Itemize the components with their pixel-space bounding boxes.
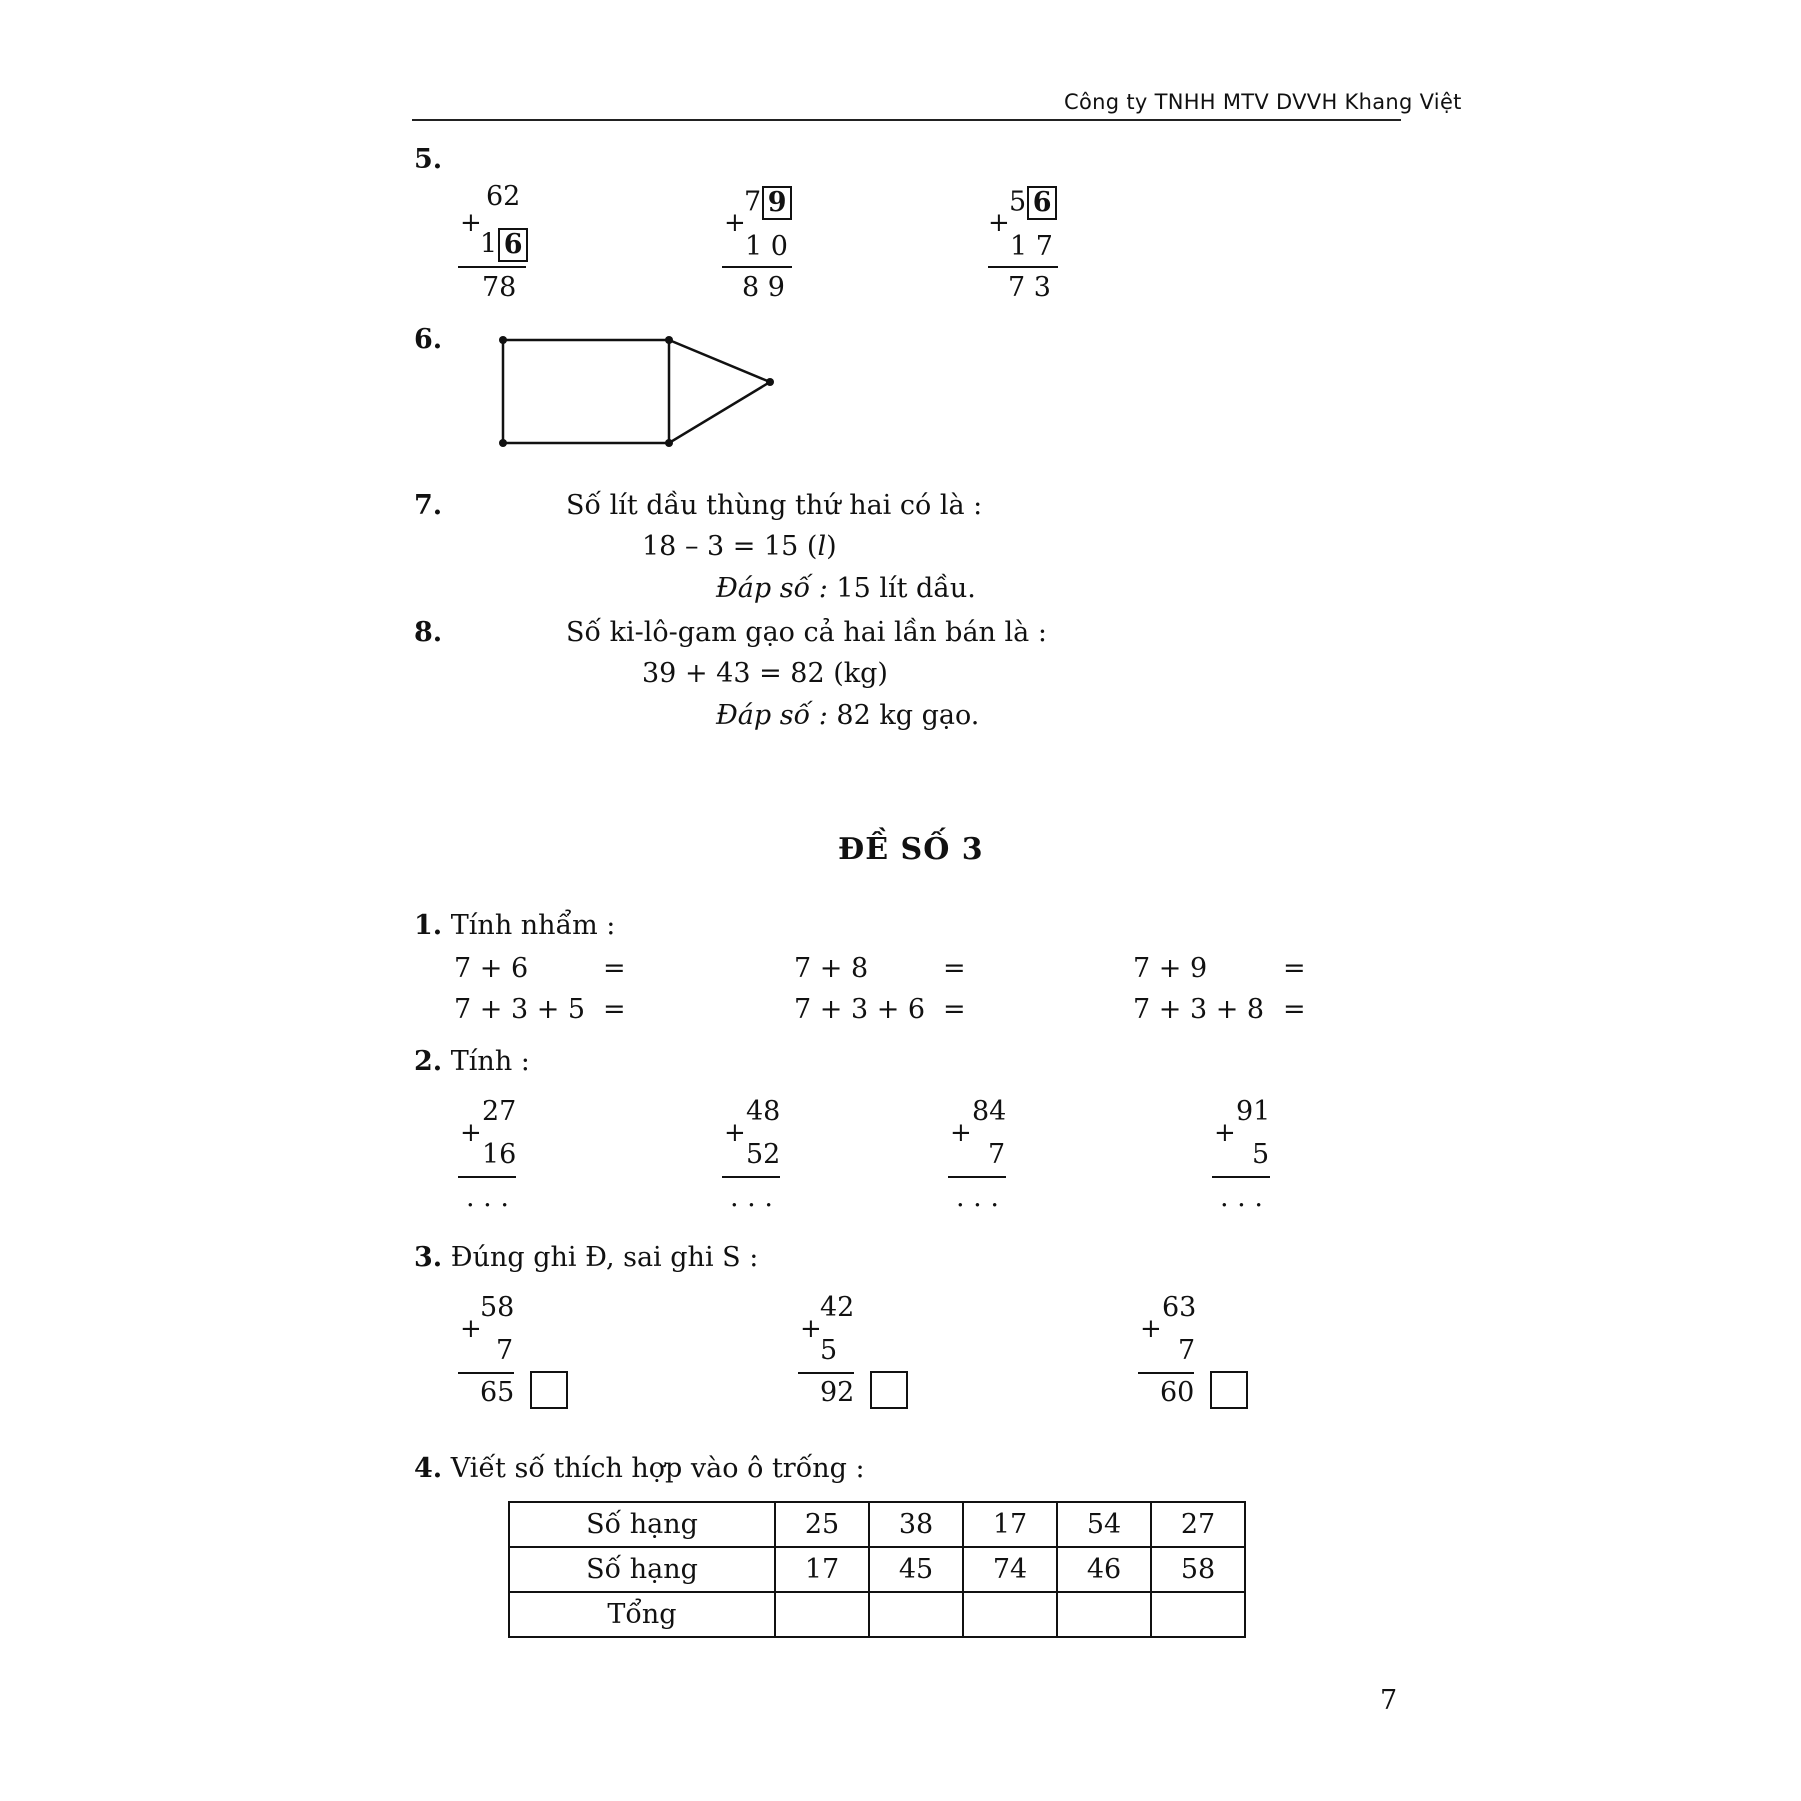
table-cell: 46	[1057, 1547, 1151, 1592]
q2-c-plus: +	[950, 1118, 972, 1148]
ex5-c-plus: +	[988, 208, 1010, 238]
q3-a-answer-checkbox[interactable]	[530, 1371, 568, 1409]
sum-answer-cell[interactable]	[869, 1592, 963, 1637]
q3-a-line	[458, 1372, 514, 1374]
q1-r2-c2-eq: =	[943, 994, 966, 1025]
ex5-a-line	[458, 266, 526, 268]
q3-c-top: 63	[1162, 1292, 1197, 1323]
q2-b-plus: +	[724, 1118, 746, 1148]
table-row	[509, 1547, 1245, 1592]
q3-b-answer-checkbox[interactable]	[870, 1371, 908, 1409]
q1-r1-c1: 7 + 6	[454, 953, 529, 984]
q3-a-result: 65	[480, 1377, 515, 1408]
ex6-number: 6.	[414, 324, 443, 355]
q1-r1-c1-eq: =	[603, 953, 626, 984]
ex5-number: 5.	[414, 144, 443, 175]
page-number: 7	[1380, 1685, 1398, 1716]
sum-answer-cell[interactable]	[963, 1592, 1057, 1637]
q1-r2-c1-eq: =	[603, 994, 626, 1025]
table-cell: 58	[1151, 1547, 1245, 1592]
q2-c-dots: . . .	[956, 1182, 999, 1213]
ex7-number: 7.	[414, 490, 443, 521]
table-cell: 17	[963, 1502, 1057, 1547]
ex8-question: Số ki-lô-gam gạo cả hai lần bán là :	[566, 617, 1047, 648]
ex5-a-top: 62	[486, 181, 521, 212]
sum-answer-cell[interactable]	[775, 1592, 869, 1637]
q3-b-plus: +	[800, 1314, 822, 1344]
ex5-c-bottom: 1 7	[1010, 231, 1053, 262]
q3-heading: 3. Đúng ghi Đ, sai ghi S :	[414, 1242, 759, 1273]
q2-b-bottom: 52	[746, 1139, 781, 1170]
q2-a-bottom: 16	[482, 1139, 517, 1170]
q1-r2-c1: 7 + 3 + 5	[454, 994, 586, 1025]
table-row	[509, 1502, 1245, 1547]
q4-addition-table	[508, 1501, 1246, 1638]
table-cell: 45	[869, 1547, 963, 1592]
q2-d-line	[1212, 1176, 1270, 1178]
q1-r1-c3-eq: =	[1283, 953, 1306, 984]
q1-heading: 1. Tính nhẩm :	[414, 910, 616, 941]
header-rule	[412, 119, 1401, 121]
q1-r2-c2: 7 + 3 + 6	[794, 994, 926, 1025]
ex6-figure-outline	[503, 340, 770, 443]
ex6-vertex	[499, 439, 507, 447]
q3-b-line	[798, 1372, 854, 1374]
ex6-vertex	[665, 439, 673, 447]
q2-c-bottom: 7	[988, 1139, 1006, 1170]
q2-a-line	[458, 1176, 516, 1178]
table-row-header: Số hạng	[509, 1547, 775, 1592]
q2-a-dots: . . .	[466, 1182, 509, 1213]
q1-r1-c3: 7 + 9	[1133, 953, 1208, 984]
sum-answer-cell[interactable]	[1151, 1592, 1245, 1637]
ex8-number: 8.	[414, 617, 443, 648]
q3-b-result: 92	[820, 1377, 855, 1408]
ex6-vertex	[665, 336, 673, 344]
q3-a-top: 58	[480, 1292, 515, 1323]
q2-b-dots: . . .	[730, 1182, 773, 1213]
q3-a-bottom: 7	[496, 1335, 514, 1366]
ex5-b-result: 8 9	[742, 272, 785, 303]
ex5-b-top: 7 9	[744, 186, 792, 220]
ex5-c-line	[988, 266, 1058, 268]
ex5-a-plus: +	[460, 208, 482, 238]
q2-d-bottom: 5	[1252, 1139, 1270, 1170]
q3-b-top: 42	[820, 1292, 855, 1323]
ex6-vertex	[499, 336, 507, 344]
q2-a-top: 27	[482, 1096, 517, 1127]
table-cell: 25	[775, 1502, 869, 1547]
publisher-header: Công ty TNHH MTV DVVH Khang Việt	[1064, 90, 1462, 114]
q1-r1-c2-eq: =	[943, 953, 966, 984]
ex6-pentagon-figure	[490, 330, 780, 455]
ex5-b-answer-box: 9	[762, 186, 792, 220]
ex5-a-result: 78	[482, 272, 517, 303]
table-row-header: Số hạng	[509, 1502, 775, 1547]
q2-d-dots: . . .	[1220, 1182, 1263, 1213]
section-title: ĐỀ SỐ 3	[838, 832, 984, 867]
q1-r2-c3-eq: =	[1283, 994, 1306, 1025]
table-row-header: Tổng	[509, 1592, 775, 1637]
q3-c-answer-checkbox[interactable]	[1210, 1371, 1248, 1409]
sum-answer-cell[interactable]	[1057, 1592, 1151, 1637]
table-cell: 17	[775, 1547, 869, 1592]
q3-c-result: 60	[1160, 1377, 1195, 1408]
q2-heading: 2. Tính :	[414, 1046, 530, 1077]
q2-b-top: 48	[746, 1096, 781, 1127]
q2-c-line	[948, 1176, 1006, 1178]
table-cell: 74	[963, 1547, 1057, 1592]
q4-heading: 4. Viết số thích hợp vào ô trống :	[414, 1453, 865, 1484]
table-cell: 54	[1057, 1502, 1151, 1547]
ex5-c-result: 7 3	[1008, 272, 1051, 303]
ex5-b-plus: +	[724, 208, 746, 238]
q3-c-bottom: 7	[1178, 1335, 1196, 1366]
ex5-c-answer-box: 6	[1027, 186, 1057, 220]
ex5-b-bottom: 1 0	[745, 231, 788, 262]
ex7-calculation: 18 – 3 = 15 (l)	[642, 531, 837, 562]
q2-d-top: 91	[1236, 1096, 1271, 1127]
q3-c-plus: +	[1140, 1314, 1162, 1344]
ex5-b-line	[722, 266, 792, 268]
ex7-question: Số lít dầu thùng thứ hai có là :	[566, 490, 983, 521]
q3-a-plus: +	[460, 1314, 482, 1344]
ex8-calculation: 39 + 43 = 82 (kg)	[642, 658, 888, 689]
q2-b-line	[722, 1176, 780, 1178]
ex5-a-bottom: 1 6	[480, 228, 528, 262]
ex8-answer: Đáp số : 82 kg gạo.	[716, 700, 980, 731]
q1-r1-c2: 7 + 8	[794, 953, 869, 984]
table-cell: 38	[869, 1502, 963, 1547]
ex5-c-top: 5 6	[1009, 186, 1057, 220]
q1-r2-c3: 7 + 3 + 8	[1133, 994, 1265, 1025]
ex7-answer: Đáp số : 15 lít dầu.	[716, 573, 976, 604]
table-row	[509, 1592, 1245, 1637]
ex5-a-answer-box: 6	[498, 228, 528, 262]
q2-c-top: 84	[972, 1096, 1007, 1127]
ex6-vertex	[766, 378, 774, 386]
q3-b-bottom: 5	[820, 1335, 838, 1366]
q2-a-plus: +	[460, 1118, 482, 1148]
q2-d-plus: +	[1214, 1118, 1236, 1148]
q3-c-line	[1138, 1372, 1194, 1374]
table-cell: 27	[1151, 1502, 1245, 1547]
